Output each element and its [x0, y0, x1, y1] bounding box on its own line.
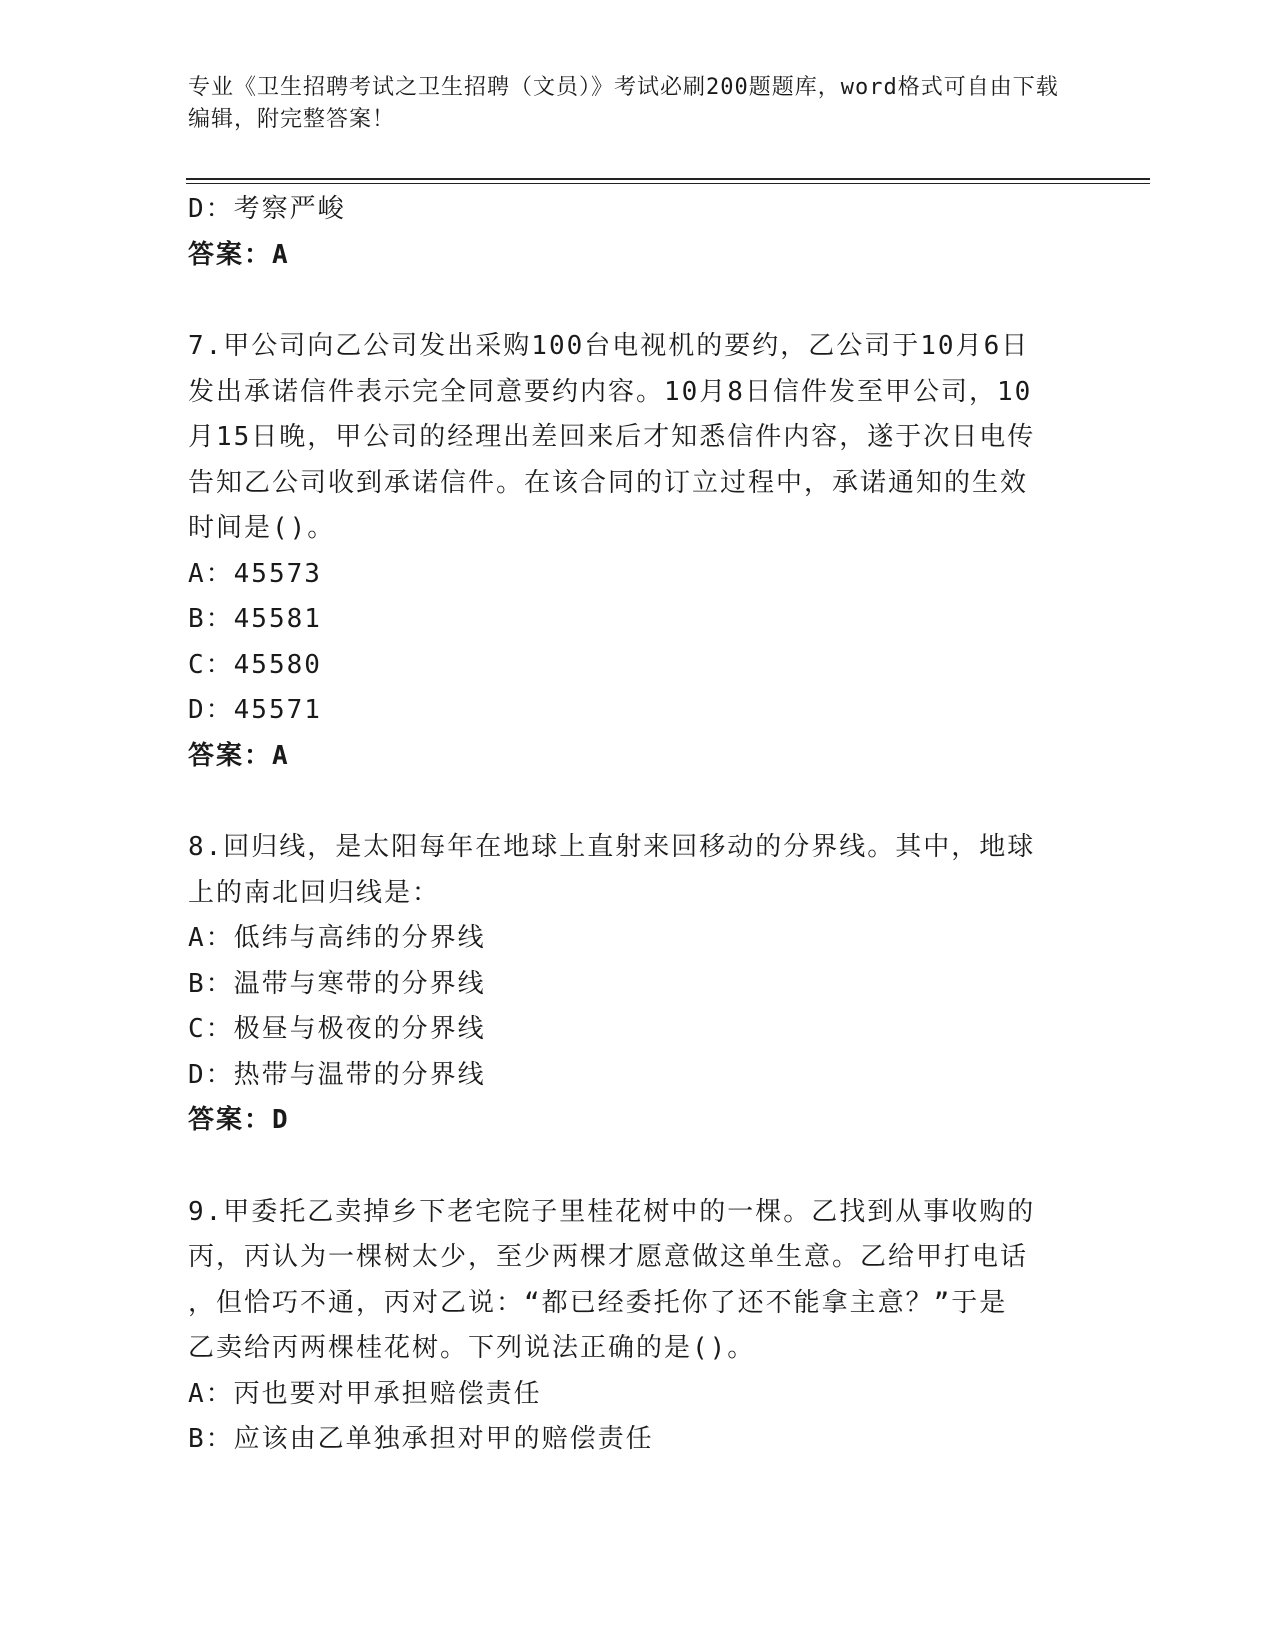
question-9-line: ，但恰巧不通，丙对乙说：“都已经委托你了还不能拿主意？”于是	[188, 1287, 1008, 1318]
question-7-answer: 答案：A	[188, 740, 290, 771]
question-7-line: 7.甲公司向乙公司发出采购100台电视机的要约，乙公司于10月6日	[188, 331, 1030, 361]
question-8-option-b: B：温带与寒带的分界线	[188, 968, 486, 999]
question-8-line: 上的南北回归线是：	[188, 877, 441, 908]
question-8-option-c: C：极昼与极夜的分界线	[188, 1014, 486, 1044]
question-8-answer: 答案：D	[188, 1105, 290, 1135]
question-8-option-a: A：低纬与高纬的分界线	[188, 923, 486, 953]
question-7-line: 时间是()。	[188, 513, 336, 543]
question-7-option-d: D：45571	[188, 695, 322, 725]
question-9-line: 丙，丙认为一棵树太少，至少两棵才愿意做这单生意。乙给甲打电话	[188, 1242, 1029, 1272]
question-7	[188, 324, 1088, 779]
question-8-option-d: D：热带与温带的分界线	[188, 1059, 486, 1090]
question-9-line: 乙卖给丙两棵桂花树。下列说法正确的是()。	[188, 1333, 756, 1363]
question-list	[188, 187, 1088, 1463]
question-7-line: 告知乙公司收到承诺信件。在该合同的订立过程中，承诺通知的生效	[188, 467, 1029, 498]
question-7-option-b: B：45581	[188, 604, 322, 634]
question-9-option-a: A：丙也要对甲承担赔偿责任	[188, 1378, 542, 1409]
question-8-line: 8.回归线，是太阳每年在地球上直射来回移动的分界线。其中，地球	[188, 832, 1036, 862]
question-9-line: 9.甲委托乙卖掉乡下老宅院子里桂花树中的一棵。乙找到从事收购的	[188, 1196, 1036, 1227]
question-9-option-b: B：应该由乙单独承担对甲的赔偿责任	[188, 1424, 654, 1454]
prev-answer: 答案：A	[188, 239, 290, 270]
header-divider-thin	[186, 183, 1150, 184]
page-header-title: 专业《卫生招聘考试之卫生招聘（文员）》考试必刷200题题库，word格式可自由下载编辑，附完整答案！	[188, 75, 1059, 132]
prev-option-d: D：考察严峻	[188, 194, 346, 224]
question-7-option-c: C：45580	[188, 649, 322, 680]
question-7-line: 月15日晚，甲公司的经理出差回来后才知悉信件内容，遂于次日电传	[188, 422, 1036, 452]
question-8	[188, 825, 1088, 1144]
question-9	[188, 1190, 1088, 1463]
question-7-option-a: A：45573	[188, 558, 322, 589]
header-divider-thick	[186, 178, 1150, 180]
question-7-line: 发出承诺信件表示完全同意要约内容。10月8日信件发至甲公司，10	[188, 376, 1033, 407]
